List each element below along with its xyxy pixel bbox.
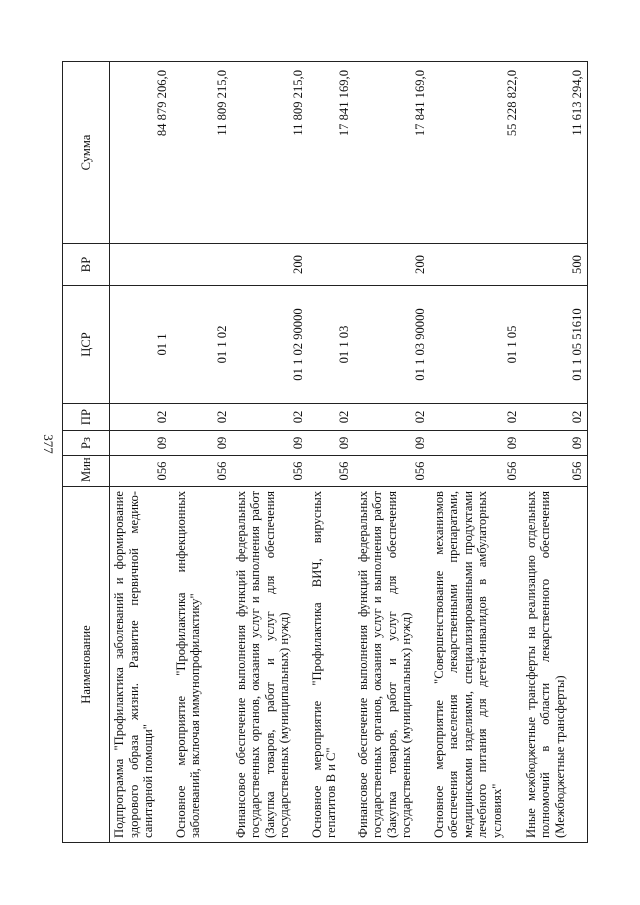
- row-vr: [430, 244, 522, 286]
- row-rz: 09: [172, 431, 232, 456]
- header-name: Наименование: [63, 487, 110, 843]
- table-row: [354, 62, 430, 843]
- header-rz: Рз: [63, 431, 110, 456]
- budget-table: [62, 61, 588, 843]
- header-min: Мин: [63, 456, 110, 487]
- row-pr: 02: [354, 404, 430, 431]
- row-pr: 02: [430, 404, 522, 431]
- row-vr: [172, 244, 232, 286]
- row-name: Основное мероприятие "Профилактика инфекционных заболеваний, включая иммунопрофилактику": [172, 487, 232, 843]
- table-header-row: [63, 62, 110, 843]
- row-pr: 02: [172, 404, 232, 431]
- row-vr: 200: [232, 244, 308, 286]
- row-vr: 200: [354, 244, 430, 286]
- row-rz: 09: [522, 431, 588, 456]
- row-vr: [308, 244, 354, 286]
- row-csr: 01 1 03: [308, 286, 354, 404]
- row-sum: 11 613 294,0: [522, 62, 588, 244]
- row-sum: 11 809 215,0: [232, 62, 308, 244]
- row-pr: 02: [308, 404, 354, 431]
- row-name: Финансовое обеспечение выполнения функций федеральных государственных органов, оказания услуг и выполнения работ (Закупка товаров, работ и услуг для обеспечения государственных (муниципальных) нужд): [354, 487, 430, 843]
- row-name: Основное мероприятие "Профилактика ВИЧ, вирусных гепатитов В и С": [308, 487, 354, 843]
- table-row: [308, 62, 354, 843]
- row-min: 056: [172, 456, 232, 487]
- table-row: [430, 62, 522, 843]
- header-csr: ЦСР: [63, 286, 110, 404]
- row-min: 056: [308, 456, 354, 487]
- row-rz: 09: [308, 431, 354, 456]
- rotated-table-container: [62, 62, 585, 843]
- row-sum: 55 228 822,0: [430, 62, 522, 244]
- row-rz: 09: [430, 431, 522, 456]
- row-vr: 500: [522, 244, 588, 286]
- row-min: 056: [232, 456, 308, 487]
- row-vr: [110, 244, 172, 286]
- table-row: [110, 62, 172, 843]
- row-name: Подпрограмма "Профилактика заболеваний и формирование здорового образа жизни. Развитие первичной медико-санитарной помощи": [110, 487, 172, 843]
- table-row: [522, 62, 588, 843]
- header-pr: ПР: [63, 404, 110, 431]
- row-sum: 11 809 215,0: [172, 62, 232, 244]
- table-row: [172, 62, 232, 843]
- row-sum: 17 841 169,0: [308, 62, 354, 244]
- row-sum: 17 841 169,0: [354, 62, 430, 244]
- row-pr: 02: [522, 404, 588, 431]
- row-min: 056: [522, 456, 588, 487]
- row-name: Основное мероприятие "Совершенствование механизмов обеспечения населения лекарственными препаратами, медицинскими изделиями, специализированными продуктами лечебного питания для детей-инвалидов в амбулаторных условиях": [430, 487, 522, 843]
- row-sum: 84 879 206,0: [110, 62, 172, 244]
- header-vr: ВР: [63, 244, 110, 286]
- page-number: 377: [41, 434, 56, 454]
- table-row: [232, 62, 308, 843]
- row-csr: 01 1 03 90000: [354, 286, 430, 404]
- header-sum: Сумма: [63, 62, 110, 244]
- row-csr: 01 1 05: [430, 286, 522, 404]
- row-name: Иные межбюджетные трансферты на реализацию отдельных полномочий в области лекарственного обеспечения (Межбюджетные трансферты): [522, 487, 588, 843]
- row-pr: 02: [110, 404, 172, 431]
- row-min: 056: [354, 456, 430, 487]
- row-pr: 02: [232, 404, 308, 431]
- row-min: 056: [430, 456, 522, 487]
- row-csr: 01 1 02 90000: [232, 286, 308, 404]
- row-rz: 09: [354, 431, 430, 456]
- row-csr: 01 1: [110, 286, 172, 404]
- row-min: 056: [110, 456, 172, 487]
- row-csr: 01 1 05 51610: [522, 286, 588, 404]
- row-rz: 09: [232, 431, 308, 456]
- row-name: Финансовое обеспечение выполнения функций федеральных государственных органов, оказания услуг и выполнения работ (Закупка товаров, работ и услуг для обеспечения государственных (муниципальных) нужд): [232, 487, 308, 843]
- row-rz: 09: [110, 431, 172, 456]
- row-csr: 01 1 02: [172, 286, 232, 404]
